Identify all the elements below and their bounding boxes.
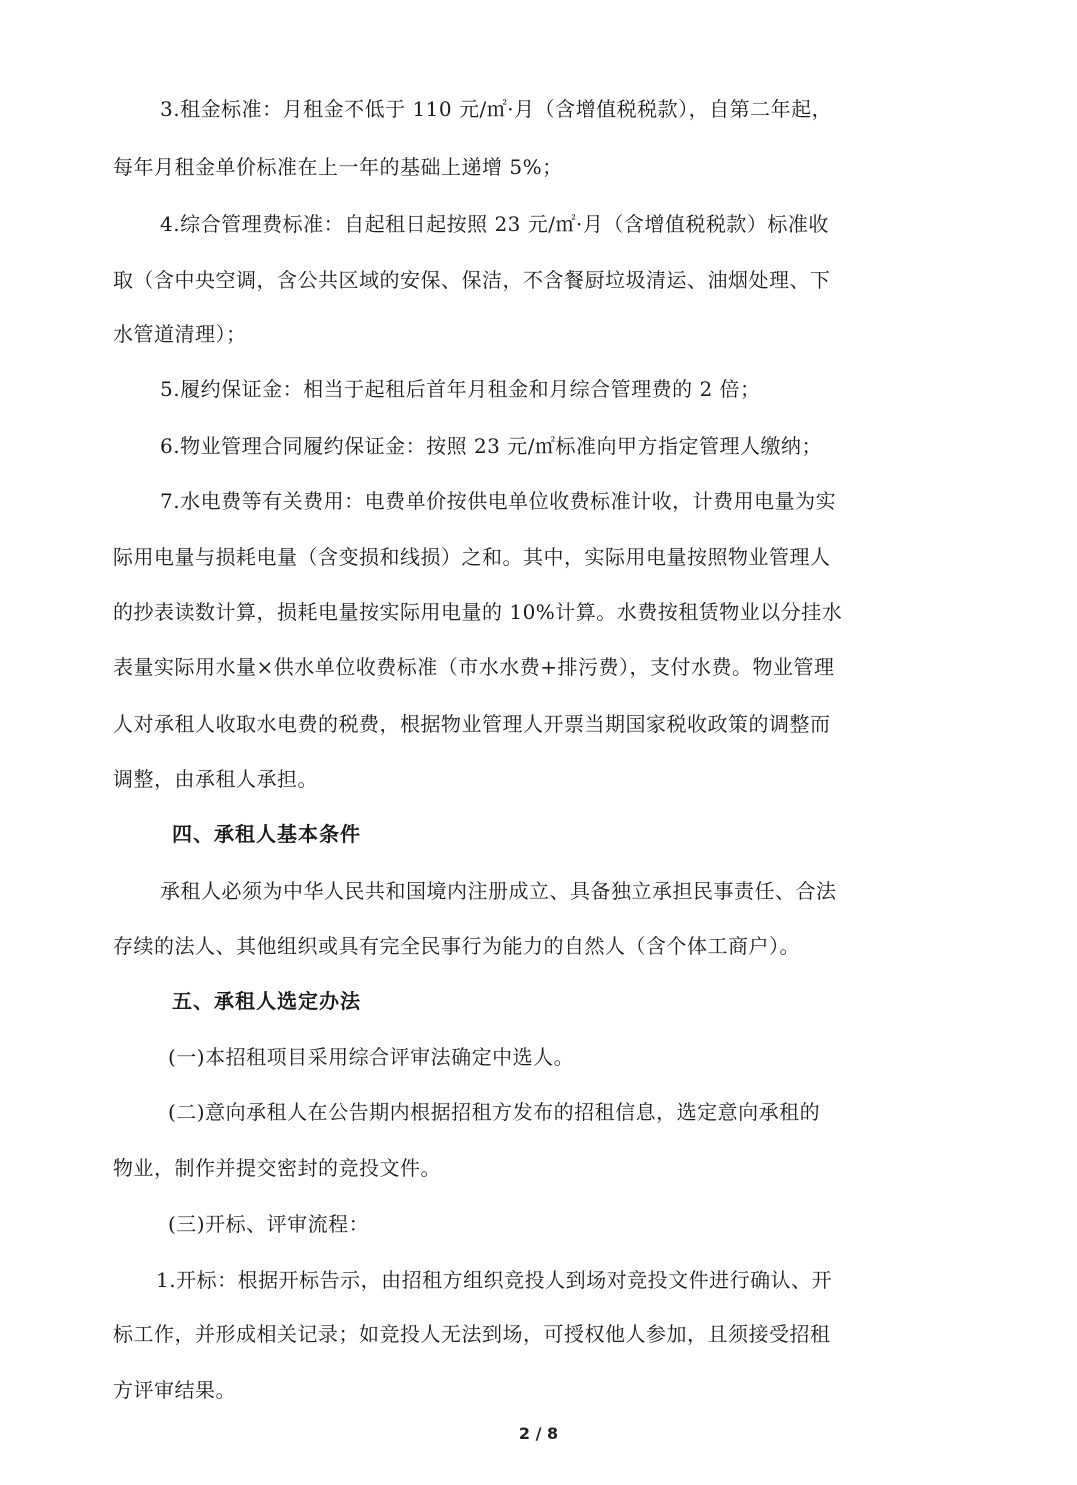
line-text: 水管道清理）； [113, 322, 247, 346]
line-text: (三)开标、评审流程： [168, 1212, 370, 1236]
line-text: (一)本招租项目采用综合评审法确定中选人。 [168, 1045, 575, 1069]
line-text: 标工作，并形成相关记录；如竞投人无法到场，可授权他人参加，且须接受招租 [113, 1322, 831, 1346]
line-text: 调整，由承租人承担。 [113, 767, 318, 791]
line-text: 人对承租人收取水电费的税费，根据物业管理人开票当期国家税收政策的调整而 [113, 712, 831, 736]
line-text: 4.综合管理费标准：自起租日起按照 23 元/㎡·月（含增值税税款）标准收 [160, 212, 829, 236]
page-number: 2 / 8 [518, 1424, 559, 1443]
line-text: 的抄表读数计算，损耗电量按实际用电量的 10%计算。水费按租赁物业以分挂水 [113, 600, 843, 624]
line-text: 物业，制作并提交密封的竞投文件。 [113, 1156, 441, 1180]
line-text: 际用电量与损耗电量（含变损和线损）之和。其中，实际用电量按照物业管理人 [113, 545, 831, 569]
line-text: (二)意向承租人在公告期内根据招租方发布的招租信息，选定意向承租的 [168, 1100, 821, 1124]
line-text: 方评审结果。 [113, 1378, 236, 1402]
line-text: 5.履约保证金：相当于起租后首年月租金和月综合管理费的 2 倍； [160, 377, 761, 401]
heading-text: 五、承租人选定办法 [172, 989, 361, 1013]
line-text: 表量实际用水量×供水单位收费标准（市水水费+排污费），支付水费。物业管理 [113, 655, 835, 679]
line-text: 7.水电费等有关费用：电费单价按供电单位收费标准计收，计费用电量为实 [160, 489, 837, 513]
line-text: 取（含中央空调，含公共区域的安保、保洁，不含餐厨垃圾清运、油烟处理、下 [113, 268, 831, 292]
line-text: 每年月租金单价标准在上一年的基础上递增 5%； [113, 155, 563, 179]
line-text: 6.物业管理合同履约保证金：按照 23 元/㎡标准向甲方指定管理人缴纳； [160, 434, 822, 458]
heading-text: 四、承租人基本条件 [172, 822, 361, 846]
line-text: 1.开标：根据开标告示，由招租方组织竞投人到场对竞投文件进行确认、开 [156, 1268, 833, 1292]
line-text: 存续的法人、其他组织或具有完全民事行为能力的自然人（含个体工商户）。 [113, 934, 800, 958]
line-text: 承租人必须为中华人民共和国境内注册成立、具备独立承担民事责任、合法 [160, 879, 837, 903]
line-text: 3.租金标准：月租金不低于 110 元/㎡·月（含增值税税款），自第二年起， [160, 97, 833, 121]
